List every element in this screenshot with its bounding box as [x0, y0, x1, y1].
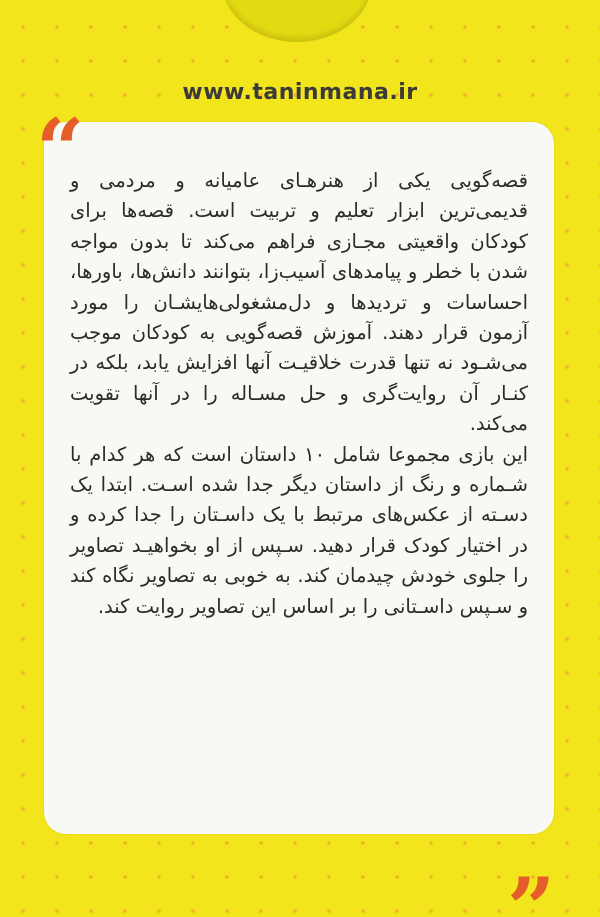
paragraph-storytelling: قصه‌گویی یکی از هنرهـای عامیانه و مردمی و قدیمی‌ترین ابزار تعلیم و تربیت است. قصه‌ها برای کودکان واقعیتی مجـازی فراهم می‌کند تا بدون مواجه شدن با خطر و پیامدهای آسیب‌زا، بتوانند دانش‌ها، باورها، احساسات و تردیدها و دل‌مشغولی‌هایشـان را مورد آزمون قرار دهند. آموزش قصه‌گویی به کودکان موجب می‌شـود نه تنها قدرت خلاقیـت آنها افزایش یابد، بلکه در کنـار آن روایت‌گری و حل مسـاله را در آنها تقویت می‌کند.	[70, 169, 528, 436]
paragraph-game-instructions: این بازی مجموعا شامل ۱۰ داستان است که هر کدام با شـماره و رنگ از داستان دیگر جدا شده اسـت. ابتدا یک دسـته از عکس‌های مرتبط با یک داسـتان را جدا کرده و در اختیار کودک قرار دهید. سـپس از او بخواهیـد تصاویر را جلوی خودش چیدمان کند. به خوبی به تصاویر نگاه کند و سـپس داسـتانی را بر اساس این تصاویر روایت کند.	[70, 442, 528, 618]
box-hang-tab	[222, 0, 372, 42]
open-quote-icon: “	[36, 100, 85, 199]
close-quote-icon: “	[506, 818, 555, 917]
description-text	[70, 166, 528, 622]
website-url[interactable]: www.taninmana.ir	[182, 80, 418, 105]
